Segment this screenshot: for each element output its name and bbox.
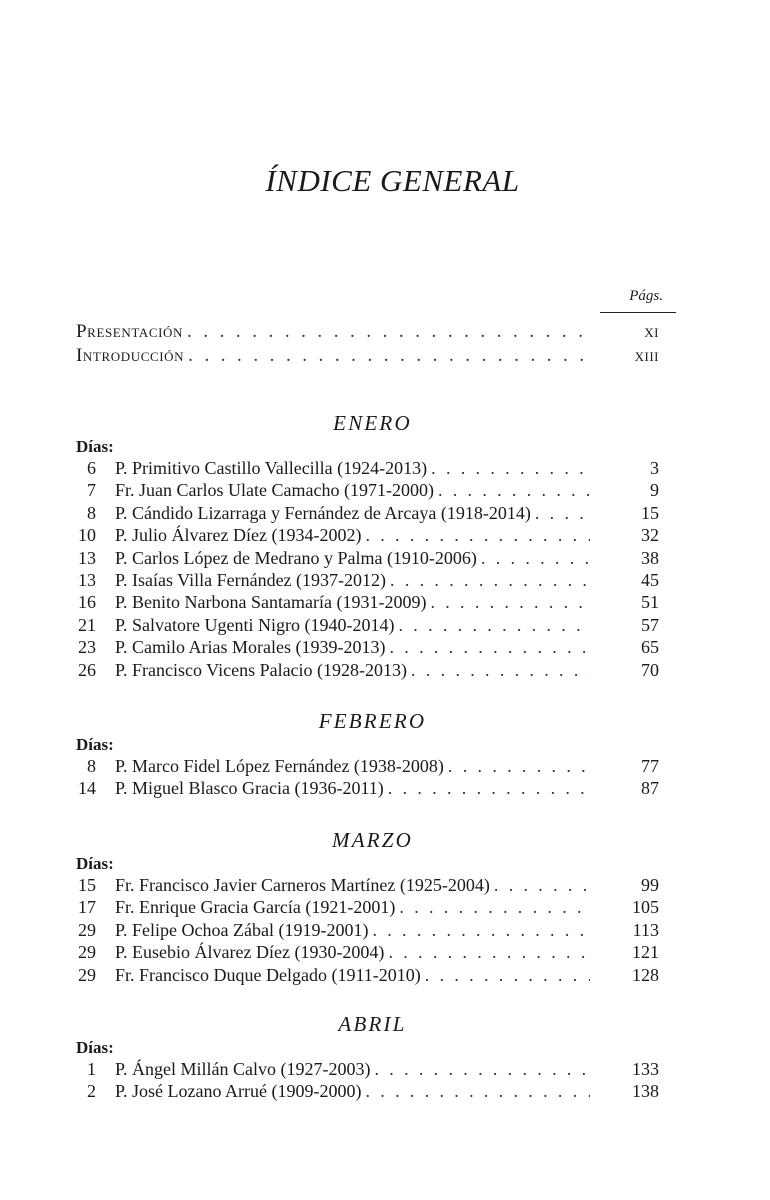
index-entry bbox=[76, 547, 659, 569]
entry-day: 29 bbox=[78, 964, 96, 985]
page-title: ÍNDICE GENERAL bbox=[265, 163, 520, 198]
front-matter-page: xiii bbox=[634, 345, 659, 366]
dot-leader bbox=[431, 457, 590, 479]
entry-day: 29 bbox=[78, 919, 96, 940]
index-entry bbox=[76, 524, 659, 546]
days-label: Días: bbox=[76, 735, 114, 754]
dot-leader bbox=[365, 1080, 590, 1102]
entry-page: 105 bbox=[632, 897, 659, 918]
entry-name: P. Felipe Ochoa Zábal (1919-2001) bbox=[115, 919, 369, 940]
dot-leader bbox=[438, 479, 590, 501]
entry-page: 57 bbox=[641, 614, 659, 635]
index-entry bbox=[76, 777, 659, 799]
pages-column-label: Págs. bbox=[629, 288, 663, 304]
entry-page: 51 bbox=[641, 592, 659, 613]
entry-name: P. Francisco Vicens Palacio (1928-2013) bbox=[115, 659, 408, 680]
index-entry bbox=[76, 896, 659, 918]
entry-page: 70 bbox=[641, 659, 659, 680]
entry-page: 38 bbox=[641, 547, 659, 568]
entry-day: 29 bbox=[78, 942, 96, 963]
entry-name: P. Primitivo Castillo Vallecilla (1924-2013) bbox=[115, 458, 428, 478]
dot-leader bbox=[425, 964, 590, 986]
entry-page: 113 bbox=[632, 919, 659, 940]
entry-name: Fr. Juan Carlos Ulate Camacho (1971-2000) bbox=[115, 480, 434, 501]
dot-leader bbox=[389, 636, 590, 658]
front-matter-title: Presentación bbox=[76, 321, 184, 342]
front-matter-title: Introducción bbox=[76, 345, 185, 366]
days-label: Días: bbox=[76, 1038, 114, 1057]
entry-name: P. Benito Narbona Santamaría (1931-2009) bbox=[115, 592, 427, 613]
dot-leader bbox=[448, 755, 590, 777]
month-section-marzo bbox=[76, 827, 659, 986]
entry-day: 17 bbox=[78, 897, 96, 918]
index-entry bbox=[76, 479, 659, 501]
month-heading: MARZO bbox=[332, 828, 413, 852]
entry-day: 14 bbox=[78, 778, 96, 799]
index-entry bbox=[76, 502, 659, 524]
entry-day: 2 bbox=[87, 1081, 96, 1102]
dot-leader bbox=[388, 941, 590, 963]
entry-page: 133 bbox=[632, 1059, 659, 1079]
month-section-abril bbox=[76, 1011, 659, 1103]
dot-leader bbox=[365, 524, 590, 546]
entry-name: P. Camilo Arias Morales (1939-2013) bbox=[115, 637, 386, 658]
dot-leader bbox=[535, 502, 590, 524]
days-label: Días: bbox=[76, 437, 114, 456]
entry-day: 13 bbox=[78, 569, 96, 590]
index-entry bbox=[76, 941, 659, 963]
entry-day: 1 bbox=[87, 1059, 96, 1079]
entry-day: 23 bbox=[78, 637, 96, 658]
entry-day: 15 bbox=[78, 875, 96, 895]
entry-name: P. Julio Álvarez Díez (1934-2002) bbox=[115, 525, 362, 546]
entry-day: 8 bbox=[87, 502, 96, 523]
dot-leader bbox=[398, 614, 590, 636]
entry-day: 8 bbox=[87, 756, 96, 776]
entry-day: 7 bbox=[87, 480, 96, 501]
entry-name: Fr. Francisco Javier Carneros Martínez (1925-2004) bbox=[115, 875, 490, 895]
month-heading: ENERO bbox=[333, 411, 412, 435]
index-entry bbox=[76, 569, 659, 591]
entry-name: P. Salvatore Ugenti Nigro (1940-2014) bbox=[115, 614, 395, 635]
entry-name: P. Cándido Lizarraga y Fernández de Arcaya (1918-2014) bbox=[115, 502, 531, 523]
index-entry bbox=[76, 755, 659, 777]
front-matter-page: xi bbox=[644, 321, 659, 342]
entry-page: 77 bbox=[641, 756, 659, 776]
index-entry bbox=[76, 964, 659, 986]
entry-name: P. Ángel Millán Calvo (1927-2003) bbox=[115, 1059, 371, 1079]
index-entry bbox=[76, 636, 659, 658]
month-heading: ABRIL bbox=[338, 1012, 407, 1036]
dot-leader bbox=[374, 1058, 590, 1080]
index-entry bbox=[76, 614, 659, 636]
index-entry bbox=[76, 659, 659, 681]
entry-page: 9 bbox=[650, 480, 659, 501]
entry-name: P. Carlos López de Medrano y Palma (1910-2006) bbox=[115, 547, 477, 568]
entry-day: 6 bbox=[87, 458, 96, 478]
entry-day: 26 bbox=[78, 659, 96, 680]
entry-name: Fr. Enrique Gracia García (1921-2001) bbox=[115, 897, 396, 918]
entry-page: 45 bbox=[641, 569, 659, 590]
dot-leader bbox=[390, 569, 590, 591]
entry-day: 16 bbox=[78, 592, 96, 613]
dot-leader bbox=[481, 547, 590, 569]
index-entry bbox=[76, 919, 659, 941]
entry-name: P. Marco Fidel López Fernández (1938-2008) bbox=[115, 756, 444, 776]
dot-leader bbox=[494, 874, 590, 896]
entry-page: 3 bbox=[650, 458, 659, 478]
index-entry bbox=[76, 1080, 659, 1102]
entry-name: P. Isaías Villa Fernández (1937-2012) bbox=[115, 569, 387, 590]
index-entry bbox=[76, 874, 659, 896]
entry-name: P. Eusebio Álvarez Díez (1930-2004) bbox=[115, 942, 385, 963]
front-matter-entry bbox=[76, 345, 659, 369]
entry-page: 128 bbox=[632, 964, 659, 985]
entry-day: 13 bbox=[78, 547, 96, 568]
entry-day: 21 bbox=[78, 614, 96, 635]
dot-leader bbox=[372, 919, 590, 941]
month-heading: FEBRERO bbox=[318, 709, 427, 733]
entry-page: 65 bbox=[641, 637, 659, 658]
entry-page: 138 bbox=[632, 1081, 659, 1102]
front-matter-list bbox=[76, 321, 659, 369]
dot-leader bbox=[388, 777, 590, 799]
days-label: Días: bbox=[76, 854, 114, 873]
month-section-enero bbox=[76, 410, 659, 681]
entry-page: 32 bbox=[641, 525, 659, 546]
entry-page: 99 bbox=[641, 875, 659, 895]
dot-leader bbox=[430, 591, 590, 613]
index-entry bbox=[76, 1058, 659, 1080]
entry-page: 87 bbox=[641, 778, 659, 799]
entry-name: Fr. Francisco Duque Delgado (1911-2010) bbox=[115, 964, 421, 985]
pages-column-rule bbox=[600, 312, 676, 313]
front-matter-entry bbox=[76, 321, 659, 345]
dot-leader bbox=[399, 896, 590, 918]
dot-leader bbox=[411, 659, 590, 681]
dot-leader bbox=[187, 321, 589, 343]
index-entry bbox=[76, 591, 659, 613]
month-section-febrero bbox=[76, 708, 659, 800]
entry-name: P. Miguel Blasco Gracia (1936-2011) bbox=[115, 778, 384, 799]
entry-day: 10 bbox=[78, 525, 96, 546]
dot-leader bbox=[188, 345, 589, 367]
entry-page: 121 bbox=[632, 942, 659, 963]
entry-name: P. José Lozano Arrué (1909-2000) bbox=[115, 1081, 362, 1102]
index-entry bbox=[76, 457, 659, 479]
entry-page: 15 bbox=[641, 502, 659, 523]
